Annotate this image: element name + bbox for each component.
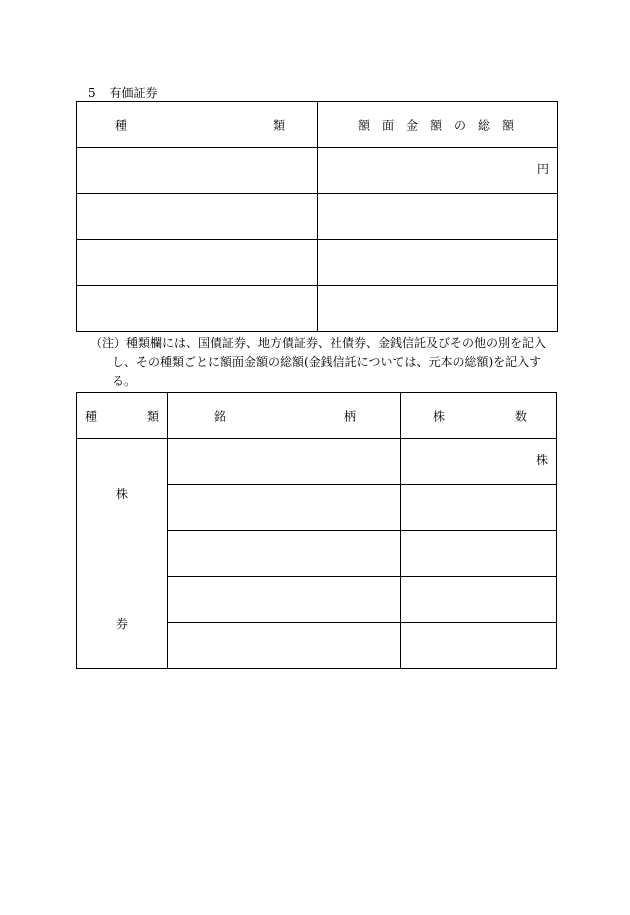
brand-cell[interactable]: [168, 531, 401, 577]
table-row: [77, 194, 558, 240]
table-header-row: [77, 393, 557, 439]
brand-cell[interactable]: [168, 439, 401, 485]
stock-label-b: 券: [115, 616, 129, 631]
yen-unit: 円: [536, 162, 549, 176]
brand-cell[interactable]: [168, 577, 401, 623]
shares-cell[interactable]: [401, 439, 557, 485]
note-line-2: し、その種類ごとに額面金額の総額(金銭信託については、元本の総額)を記入す: [112, 355, 542, 369]
header-kind-b: 類: [273, 118, 286, 132]
amount-cell[interactable]: [318, 286, 558, 332]
header-brand: [168, 393, 401, 439]
section-number: 5: [88, 86, 96, 100]
table-header-row: [77, 102, 558, 148]
stock-kind-cell: [77, 439, 168, 669]
kind-cell[interactable]: [77, 286, 318, 332]
table-row: [77, 148, 558, 194]
shares-unit: 株: [535, 453, 548, 467]
brand-cell[interactable]: [168, 623, 401, 669]
header-shares: [401, 393, 557, 439]
amount-cell[interactable]: [318, 240, 558, 286]
table-row: [77, 240, 558, 286]
section-title: 有価証券: [109, 86, 158, 100]
shares-cell[interactable]: [401, 531, 557, 577]
kind-cell[interactable]: [77, 194, 318, 240]
kind-cell[interactable]: [77, 148, 318, 194]
header-kind: [77, 102, 318, 148]
amount-cell[interactable]: [318, 194, 558, 240]
stock-table: [76, 392, 557, 669]
note-mark: （注）: [90, 336, 127, 350]
table-row: [77, 439, 557, 485]
header-kind-a: 種: [115, 118, 128, 132]
header-brand-b: 柄: [344, 409, 357, 423]
section-heading: [88, 84, 157, 101]
amount-cell[interactable]: [318, 148, 558, 194]
kind-cell[interactable]: [77, 240, 318, 286]
header-shares-b: 数: [515, 409, 528, 423]
shares-cell[interactable]: [401, 577, 557, 623]
securities-table: [76, 101, 558, 332]
header-amount-label: 額 面 金 額 の 総 額: [358, 118, 515, 132]
header-kind: [77, 393, 168, 439]
table-row: [77, 286, 558, 332]
header-kind-a: 種: [85, 409, 98, 423]
stock-label-a: 株: [115, 486, 129, 501]
brand-cell[interactable]: [168, 485, 401, 531]
header-amount: [318, 102, 558, 148]
header-shares-a: 株: [433, 409, 446, 423]
note: [90, 334, 560, 391]
shares-cell[interactable]: [401, 623, 557, 669]
shares-cell[interactable]: [401, 485, 557, 531]
header-kind-b: 類: [147, 409, 160, 423]
header-brand-a: 銘: [214, 409, 227, 423]
note-line-1: 種類欄には、国債証券、地方債証券、社債券、金銭信託及びその他の別を記入: [126, 336, 547, 350]
note-line-3: る。: [112, 374, 137, 388]
